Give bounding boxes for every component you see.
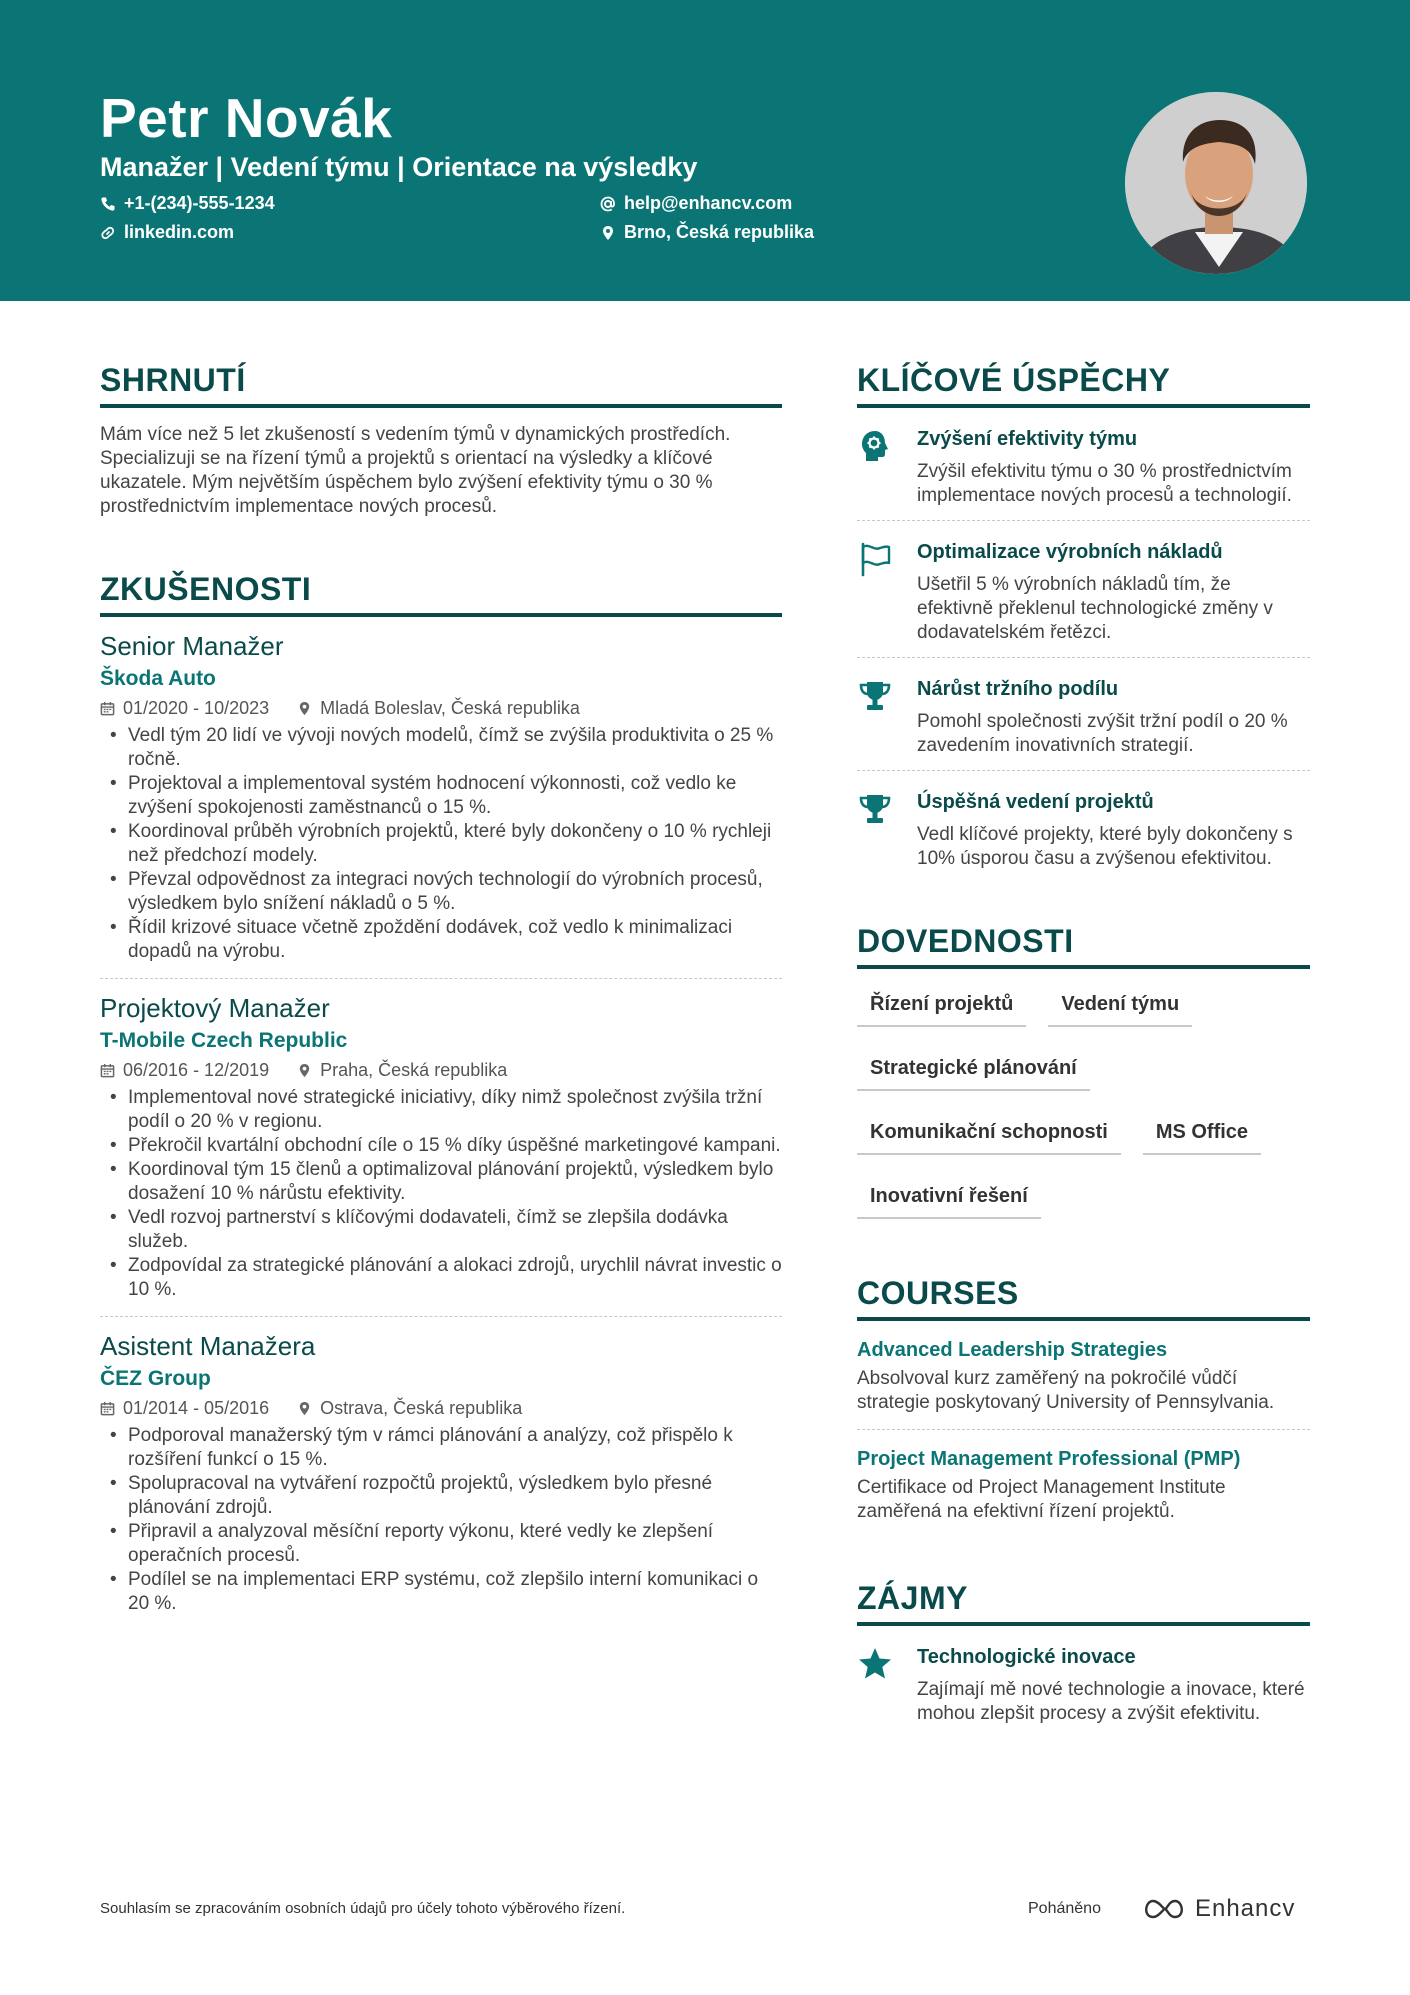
skill-tag: Komunikační schopnosti (857, 1109, 1121, 1155)
achievement-title: Nárůst tržního podílu (917, 678, 1119, 700)
job-bullet: • Zodpovídal za strategické plánování a alokaci zdrojů, urychlil návrat investic o 10 %. (100, 1254, 782, 1302)
job-bullet: • Koordinoval průběh výrobních projektů, které byly dokončeny o 10 % rychleji než předchozí modely. (100, 820, 782, 868)
calendar-icon (100, 701, 115, 716)
job-dates-text: 06/2016 - 12/2019 (123, 1060, 270, 1080)
job-bullet: • Připravil a analyzoval měsíční reporty výkonu, které vedly ke zlepšení operačních procesů. (100, 1520, 782, 1568)
job-entry (100, 978, 782, 1316)
consent-text: Souhlasím se zpracováním osobních údajů pro účely tohoto výběrového řízení. (100, 1900, 626, 1917)
job-title: Senior Manažer (100, 631, 284, 661)
job-bullets (100, 1086, 782, 1302)
skill-list (857, 981, 1310, 1237)
location-pin-icon (297, 701, 312, 716)
linkedin-text: linkedin.com (124, 222, 235, 242)
linkedin-contact[interactable] (100, 222, 234, 243)
course-item (857, 1321, 1310, 1429)
achievement-body (917, 426, 1310, 508)
trophy-icon (857, 678, 893, 714)
job-meta (100, 1396, 782, 1420)
achievement-item (857, 771, 1310, 883)
interest-body (917, 1644, 1310, 1726)
profile-photo (1122, 89, 1310, 277)
achievement-desc: Pomohl společnosti zvýšit tržní podíl o 20 % zavedením inovativních strategií. (917, 711, 1288, 756)
job-company: Škoda Auto (100, 667, 216, 690)
job-meta (100, 696, 782, 720)
location-pin-icon (600, 225, 616, 241)
footer-branding (1028, 1895, 1295, 1923)
brand-name: Enhancv (1194, 1895, 1296, 1922)
achievement-body (917, 789, 1310, 871)
location-contact (600, 222, 814, 243)
job-location (297, 696, 580, 720)
right-column (857, 360, 1310, 1738)
course-title: Advanced Leadership Strategies (857, 1339, 1168, 1361)
job-location (297, 1396, 522, 1420)
courses-section (857, 1273, 1310, 1538)
email-text: help@enhancv.com (624, 193, 793, 213)
job-bullets (100, 1424, 782, 1616)
course-list (857, 1321, 1310, 1538)
summary-text: Mám více než 5 let zkušeností s vedením týmů v dynamických prostředích. Specializuji se na řízení týmů a projektů s orientací na výsledky a klíčové ukazatele. Mým největším úspěchem bylo zvýšení efektivity týmu o 30 % prostřednictvím implementace nových procesů. (100, 424, 731, 517)
experience-section (100, 569, 782, 1630)
achievement-title: Optimalizace výrobních nákladů (917, 541, 1223, 563)
achievement-list (857, 408, 1310, 883)
star-icon (857, 1646, 893, 1682)
job-company: T-Mobile Czech Republic (100, 1029, 348, 1052)
summary-section (100, 360, 782, 519)
email-contact[interactable] (600, 193, 792, 214)
location-text: Brno, Česká republika (624, 222, 815, 242)
job-bullet: • Vedl tým 20 lidí ve vývoji nových modelů, čímž se zvýšila produktivita o 25 % ročně. (100, 724, 782, 772)
job-list (100, 629, 782, 1630)
candidate-name: Petr Novák (100, 87, 393, 149)
course-title: Project Management Professional (PMP) (857, 1448, 1241, 1470)
experience-title: ZKUŠENOSTI (100, 569, 782, 617)
achievement-icon-wrap (857, 789, 917, 871)
job-bullet: • Spolupracoval na vytváření rozpočtů projektů, výsledkem bylo přesné plánování zdrojů. (100, 1472, 782, 1520)
job-location-text: Ostrava, Česká republika (320, 1398, 523, 1418)
job-bullet: • Podílel se na implementaci ERP systému, což zlepšilo interní komunikaci o 20 %. (100, 1568, 782, 1616)
achievement-desc: Zvýšil efektivitu týmu o 30 % prostřednictvím implementace nových procesů a technologií. (917, 461, 1292, 506)
job-dates-text: 01/2014 - 05/2016 (123, 1398, 270, 1418)
header-banner (0, 0, 1410, 301)
skills-section (857, 921, 1310, 1237)
achievement-desc: Ušetřil 5 % výrobních nákladů tím, že efektivně překlenul technologické změny v dodavatelském řetězci. (917, 574, 1273, 643)
flag-icon (857, 541, 893, 577)
brand-logo[interactable] (1141, 1895, 1295, 1923)
achievement-body (917, 539, 1310, 645)
job-company: ČEZ Group (100, 1367, 211, 1390)
job-bullet: • Koordinoval tým 15 členů a optimalizoval plánování projektů, výsledkem bylo dosažení 10 % nárůstu efektivity. (100, 1158, 782, 1206)
enhancv-logo-icon (1141, 1897, 1187, 1921)
left-column (100, 360, 782, 1630)
achievement-icon-wrap (857, 426, 917, 508)
calendar-icon (100, 1401, 115, 1416)
at-icon (600, 196, 616, 212)
head-gear-icon (857, 428, 893, 464)
job-dates (100, 1058, 269, 1082)
job-entry (100, 629, 782, 978)
job-dates (100, 696, 269, 720)
job-entry (100, 1316, 782, 1630)
phone-icon (100, 196, 116, 212)
powered-by-text: Poháněno (1028, 1900, 1101, 1917)
interest-icon-wrap (857, 1644, 917, 1726)
course-desc: Absolvoval kurz zaměřený na pokročilé vůdčí strategie poskytovaný University of Pennsylvania. (857, 1368, 1275, 1413)
location-pin-icon (297, 1063, 312, 1078)
trophy-icon (857, 791, 893, 827)
job-meta (100, 1058, 782, 1082)
achievement-title: Úspěšná vedení projektů (917, 791, 1154, 813)
job-bullet: • Implementoval nové strategické iniciativy, díky nimž společnost zvýšila tržní podíl o 20 % v regionu. (100, 1086, 782, 1134)
interests-section (857, 1578, 1310, 1738)
achievement-item (857, 521, 1310, 658)
job-bullet: • Podporoval manažerský tým v rámci plánování a analýzy, což přispělo k rozšíření funkcí o 15 %. (100, 1424, 782, 1472)
interest-list (857, 1626, 1310, 1738)
job-bullets (100, 724, 782, 964)
skill-tag: MS Office (1143, 1109, 1261, 1155)
course-item (857, 1429, 1310, 1538)
skill-tag: Inovativní řešení (857, 1173, 1041, 1219)
job-bullet: • Překročil kvartální obchodní cíle o 15 % díky úspěšné marketingové kampani. (100, 1134, 782, 1158)
job-location-text: Mladá Boleslav, Česká republika (320, 698, 580, 718)
headline: Manažer | Vedení týmu | Orientace na výsledky (100, 152, 698, 182)
achievement-icon-wrap (857, 676, 917, 758)
interest-item (857, 1626, 1310, 1738)
job-location (297, 1058, 507, 1082)
phone-contact (100, 193, 275, 214)
skill-tag: Vedení týmu (1048, 981, 1192, 1027)
achievement-desc: Vedl klíčové projekty, které byly dokončeny s 10% úsporou času a zvýšenou efektivitou. (917, 824, 1293, 869)
job-bullet: • Převzal odpovědnost za integraci nových technologií do výrobních procesů, výsledkem bylo snížení nákladů o 5 %. (100, 868, 782, 916)
course-desc: Certifikace od Project Management Institute zaměřená na efektivní řízení projektů. (857, 1477, 1226, 1522)
achievement-body (917, 676, 1310, 758)
achievement-item (857, 658, 1310, 771)
interest-title: Technologické inovace (917, 1646, 1136, 1668)
achievement-title: Zvýšení efektivity týmu (917, 428, 1138, 450)
job-bullet: • Vedl rozvoj partnerství s klíčovými dodavateli, čímž se zlepšila dodávka služeb. (100, 1206, 782, 1254)
interest-desc: Zajímají mě nové technologie a inovace, které mohou zlepšit procesy a zvýšit efektivitu. (917, 1679, 1305, 1724)
link-icon (100, 225, 116, 241)
calendar-icon (100, 1063, 115, 1078)
phone-text: +1-(234)-555-1234 (124, 193, 275, 213)
achievements-title: KLÍČOVÉ ÚSPĚCHY (857, 360, 1310, 408)
achievements-section (857, 360, 1310, 883)
job-bullet: • Projektoval a implementoval systém hodnocení výkonnosti, což vedlo ke zvýšení spokojenosti zaměstnanců o 15 %. (100, 772, 782, 820)
courses-title: COURSES (857, 1273, 1310, 1321)
job-title: Projektový Manažer (100, 993, 330, 1023)
location-pin-icon (297, 1401, 312, 1416)
job-title: Asistent Manažera (100, 1331, 316, 1361)
skill-tag: Řízení projektů (857, 981, 1026, 1027)
skills-title: DOVEDNOSTI (857, 921, 1310, 969)
job-location-text: Praha, Česká republika (320, 1060, 508, 1080)
skill-tag: Strategické plánování (857, 1045, 1090, 1091)
job-dates-text: 01/2020 - 10/2023 (123, 698, 270, 718)
achievement-item (857, 408, 1310, 521)
interests-title: ZÁJMY (857, 1578, 1310, 1626)
achievement-icon-wrap (857, 539, 917, 645)
job-dates (100, 1396, 269, 1420)
summary-title: SHRNUTÍ (100, 360, 782, 408)
job-bullet: • Řídil krizové situace včetně zpoždění dodávek, což vedlo k minimalizaci dopadů na výrobu. (100, 916, 782, 964)
